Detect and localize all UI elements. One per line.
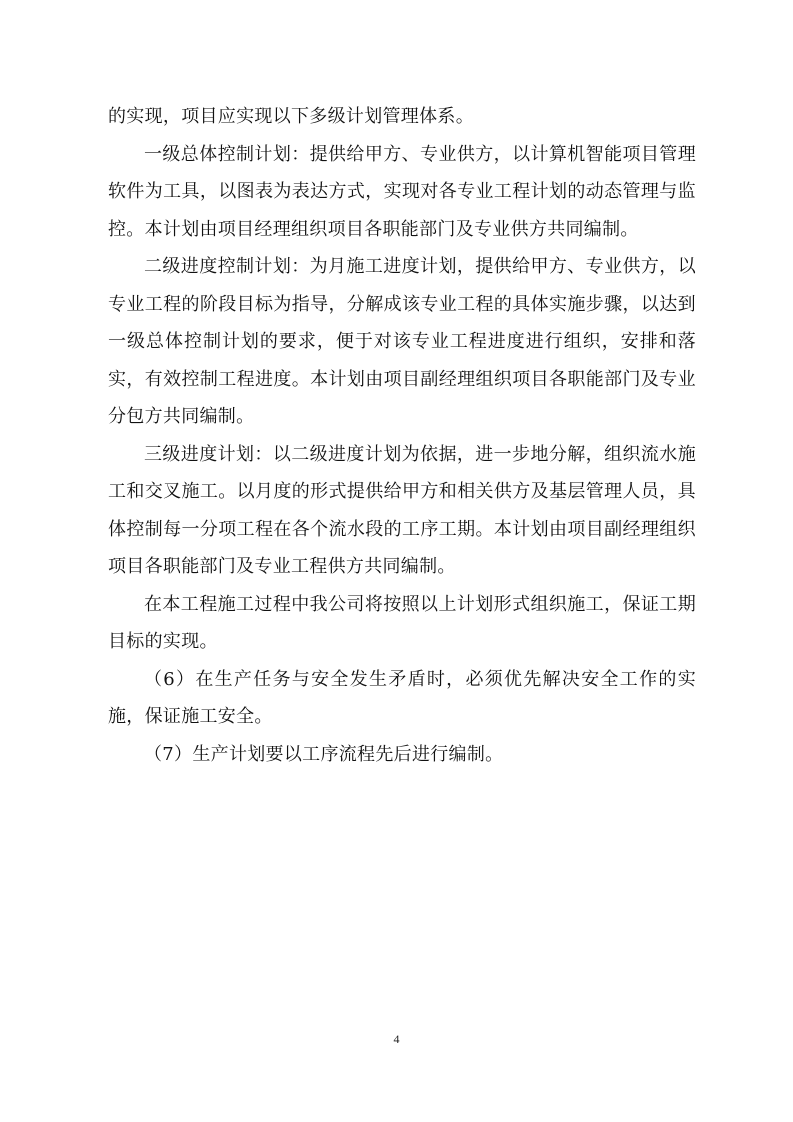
- document-body: [108, 98, 696, 773]
- paragraph-item-6: （6）在生产任务与安全发生矛盾时，必须优先解决安全工作的实施，保证施工安全。: [108, 668, 696, 727]
- paragraph-item-7: （7）生产计划要以工序流程先后进行编制。: [144, 743, 504, 765]
- paragraph-level-one-plan: 一级总体控制计划：提供给甲方、专业供方，以计算机智能项目管理软件为工具，以图表为表达方式，实现对各专业工程计划的动态管理与监控。本计划由项目经理组织项目各职能部门及专业供方共同编制。: [108, 143, 696, 240]
- paragraph-level-two-plan: 二级进度控制计划：为月施工进度计划，提供给甲方、专业供方，以专业工程的阶段目标为指导，分解成该专业工程的具体实施步骤，以达到一级总体控制计划的要求，便于对该专业工程进度进行组织，安排和落实，有效控制工程进度。本计划由项目副经理组织项目各职能部门及专业分包方共同编制。: [108, 256, 696, 427]
- paragraph-level-three-plan: 三级进度计划：以二级进度计划为依据，进一步地分解，组织流水施工和交叉施工。以月度的形式提供给甲方和相关供方及基层管理人员，具体控制每一分项工程在各个流水段的工序工期。本计划由项目副经理组织项目各职能部门及专业工程供方共同编制。: [108, 443, 696, 577]
- paragraph-schedule-guarantee: 在本工程施工过程中我公司将按照以上计划形式组织施工，保证工期目标的实现。: [108, 593, 696, 652]
- page-number: 4: [393, 1032, 400, 1046]
- paragraph-continuation: 的实现，项目应实现以下多级计划管理体系。: [108, 106, 474, 127]
